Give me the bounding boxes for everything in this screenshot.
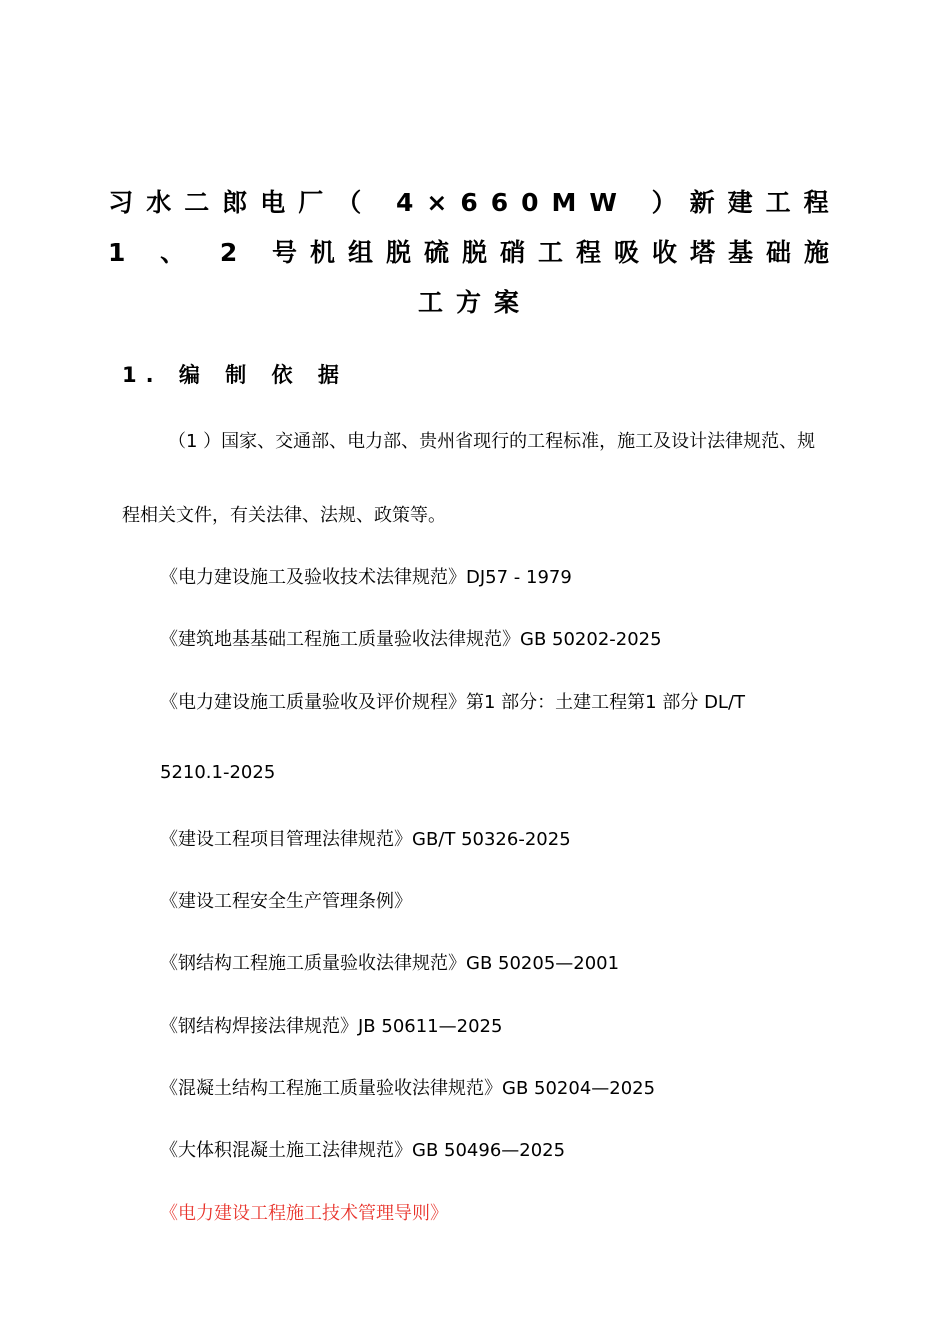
reference-item-continuation: 5210.1-2025 [160, 762, 276, 783]
reference-item: 《混凝土结构工程施工质量验收法律规范》GB 50204—2025 [160, 1078, 656, 1099]
reference-item: 《钢结构焊接法律规范》JB 50611—2025 [160, 1016, 503, 1037]
document-title-line-3: 工方案 [417, 288, 532, 317]
reference-item-highlighted: 《电力建设工程施工技术管理导则》 [160, 1203, 448, 1224]
reference-item: 《电力建设施工质量验收及评价规程》第1 部分：土建工程第1 部分 DL/T [160, 692, 746, 713]
reference-item: 《建筑地基基础工程施工质量验收法律规范》GB 50202-2025 [160, 629, 662, 650]
document-title-line-1: 习水二郎电厂（ 4×660MW ）新建工程 [108, 188, 842, 217]
document-title-line-2: 1 、 2 号机组脱硫脱硝工程吸收塔基础施 [108, 238, 842, 267]
reference-item: 《大体积混凝土施工法律规范》GB 50496—2025 [160, 1140, 566, 1161]
section-heading: 1. 编 制 依 据 [122, 363, 348, 387]
reference-item: 《电力建设施工及验收技术法律规范》DJ57 - 1979 [160, 567, 572, 588]
intro-paragraph-line-2: 程相关文件，有关法律、法规、政策等。 [122, 505, 446, 526]
reference-item: 《建设工程安全生产管理条例》 [160, 891, 412, 912]
reference-item: 《建设工程项目管理法律规范》GB/T 50326-2025 [160, 829, 571, 850]
intro-paragraph-line-1: （1 ）国家、交通部、电力部、贵州省现行的工程标准，施工及设计法律规范、规 [168, 431, 816, 452]
reference-item: 《钢结构工程施工质量验收法律规范》GB 50205—2001 [160, 953, 620, 974]
